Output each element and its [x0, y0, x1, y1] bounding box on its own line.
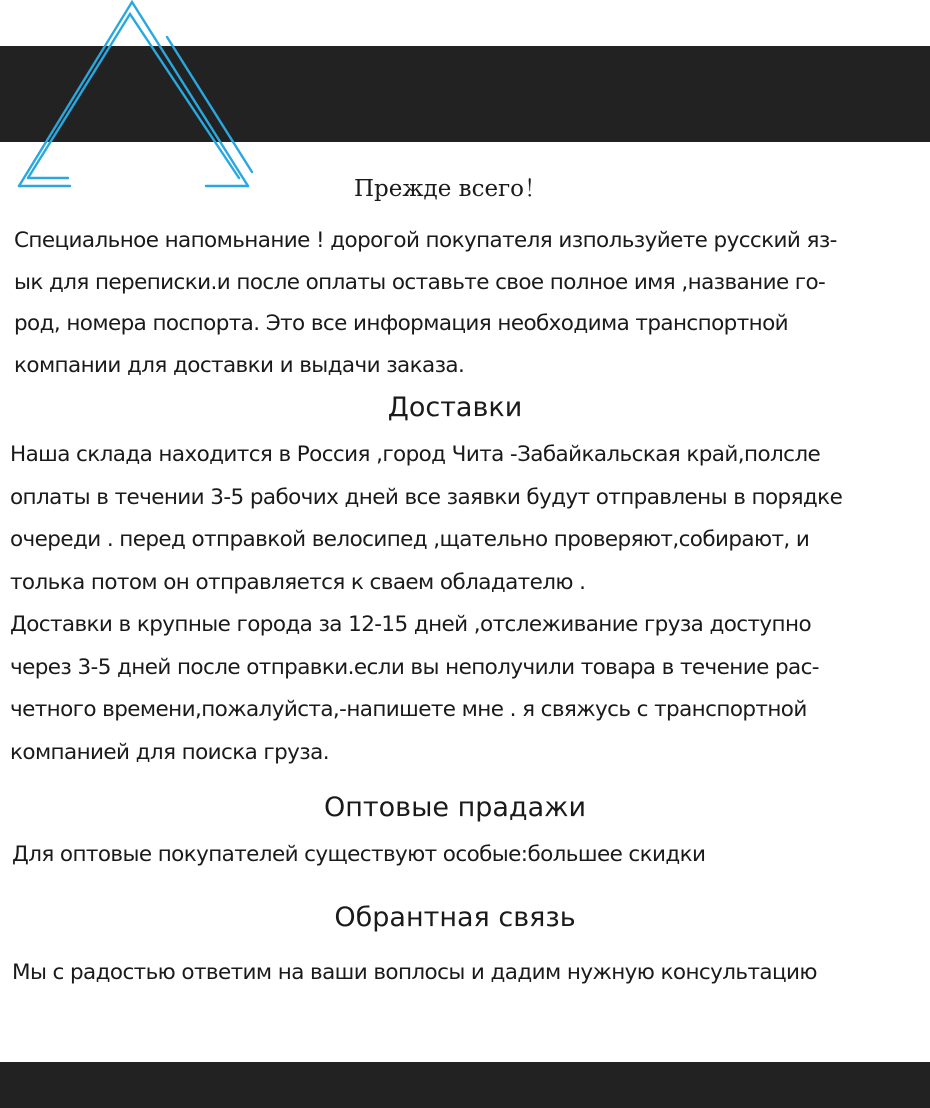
delivery-line: через 3-5 дней после отправки.если вы неполучили товара в течение рас- — [10, 654, 819, 680]
feedback-text: Мы с радостью ответим на ваши воплосы и дадим нужную консультацию — [12, 960, 817, 985]
wholesale-text: Для оптовые покупателей существуют особые:большее скидки — [12, 842, 706, 867]
intro-paragraph — [14, 220, 837, 386]
triangle-logo-icon — [0, 0, 270, 200]
intro-heading: Прежде всего！ — [354, 176, 547, 202]
delivery-line: очереди . перед отправкой велосипед ,щательно проверяют,собирают, и — [10, 527, 810, 552]
feedback-heading: Обрантная связь — [334, 902, 576, 933]
delivery-line: Доставки в крупные города за 12-15 дней ,отслеживание груза доступно — [10, 612, 812, 637]
delivery-line: толька потом он отправляется к сваем обладателю . — [10, 569, 586, 595]
delivery-line: компанией для поиска груза. — [10, 739, 329, 765]
delivery-line: четного времени,пожалуйста,-напишете мне . я свяжусь с транспортной — [10, 697, 807, 722]
delivery-line: Наша склада находится в Россия ,город Чита -Забайкальская край,полсле — [10, 442, 821, 467]
intro-line: компании для доставки и выдачи заказа. — [14, 352, 465, 378]
intro-line: Специальное напомьнание ! дорогой покупателя изпользуйете русский яз- — [14, 228, 837, 253]
delivery-heading: Доставки — [387, 392, 523, 423]
intro-line: род, номера поспорта. Это все информация необходима транспортной — [14, 311, 789, 336]
intro-line: ык для переписки.и после оплаты оставьте свое полное имя ,название го- — [14, 269, 826, 295]
delivery-paragraph — [10, 434, 842, 774]
delivery-line: оплаты в течении 3-5 рабочих дней все заявки будут отправлены в порядке — [10, 484, 843, 510]
wholesale-heading: Оптовые прадажи — [324, 792, 586, 823]
bottom-dark-band — [0, 1062, 930, 1108]
